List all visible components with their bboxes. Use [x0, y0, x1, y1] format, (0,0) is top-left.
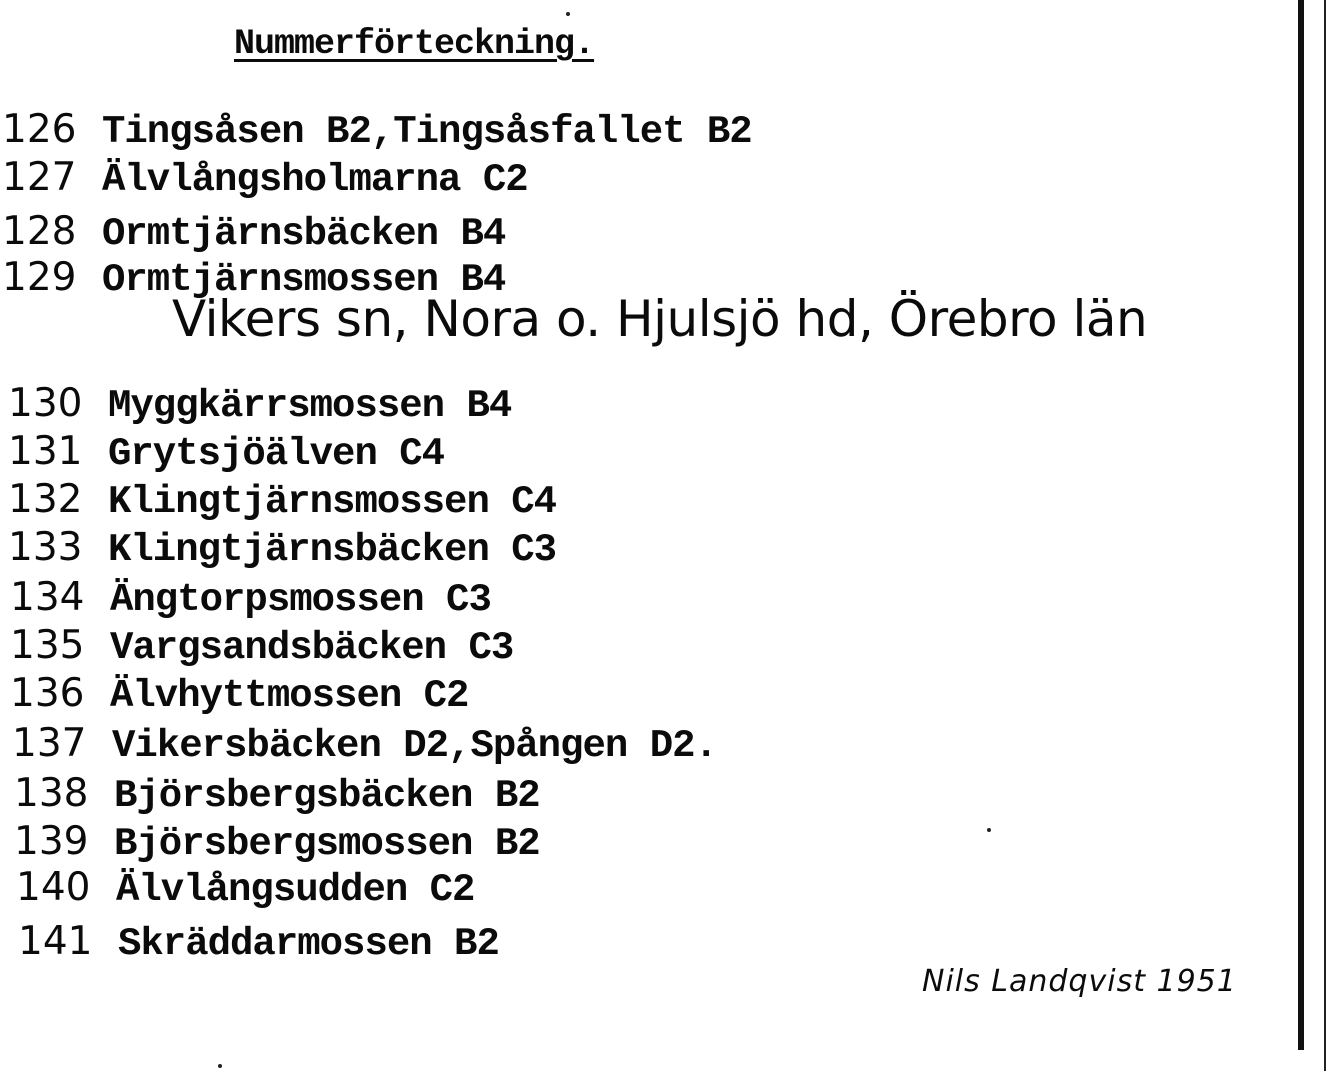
list-item: [18, 920, 499, 966]
scan-speck: [218, 1064, 222, 1068]
entry-number: 133: [8, 525, 83, 570]
list-item: [10, 672, 468, 718]
list-item: [2, 108, 752, 154]
signature: Nils Landqvist 1951: [922, 964, 1237, 999]
entry-name: Björsbergsbäcken B2: [114, 774, 540, 818]
scan-speck: [987, 828, 991, 832]
entry-number: 126: [2, 107, 77, 152]
entry-number: 129: [2, 255, 77, 300]
entry-name: Björsbergsmossen B2: [114, 822, 540, 866]
entry-number: 131: [8, 429, 83, 474]
entry-number: 128: [2, 209, 77, 254]
entry-name: Ormtjärnsmossen B4: [102, 258, 506, 302]
entry-name: Älvlångsudden C2: [116, 868, 475, 912]
entry-name: Ormtjärnsbäcken B4: [102, 212, 506, 256]
entry-name: Skräddarmossen B2: [118, 922, 499, 966]
entry-name: Vikersbäcken D2,Spången D2.: [112, 724, 717, 768]
entry-number: 138: [14, 771, 89, 816]
list-item: [8, 526, 556, 572]
list-item: [10, 624, 513, 670]
page-border-line: [1298, 0, 1304, 1050]
list-item: [14, 820, 540, 866]
entry-number: 136: [10, 671, 85, 716]
list-item: [16, 866, 474, 912]
entry-number: 130: [8, 381, 83, 426]
entry-number: 135: [10, 623, 85, 668]
entry-name: Älvhyttmossen C2: [110, 674, 469, 718]
page-border-line: [1324, 0, 1326, 1071]
entry-name: Grytsjöälven C4: [108, 432, 445, 476]
entry-name: Myggkärrsmossen B4: [108, 384, 512, 428]
list-item: [2, 210, 505, 256]
entry-number: 140: [16, 865, 91, 910]
list-item: [14, 772, 540, 818]
list-item: [10, 576, 491, 622]
list-item: [2, 156, 528, 202]
entry-name: Vargsandsbäcken C3: [110, 626, 514, 670]
entry-number: 132: [8, 477, 83, 522]
entry-name: Klingtjärnsmossen C4: [108, 480, 557, 524]
entry-name: Tingsåsen B2,Tingsåsfallet B2: [102, 110, 752, 154]
entry-name: Älvlångsholmarna C2: [102, 158, 528, 202]
entry-name: Ängtorpsmossen C3: [110, 578, 491, 622]
list-item: [12, 722, 717, 768]
list-item: [8, 382, 511, 428]
section-heading: Vikers sn, Nora o. Hjulsjö hd, Örebro län: [172, 290, 1148, 348]
entry-name: Klingtjärnsbäcken C3: [108, 528, 557, 572]
document-title: Nummerförteckning.: [234, 24, 595, 64]
entry-number: 137: [12, 721, 87, 766]
entry-number: 139: [14, 819, 89, 864]
entry-number: 141: [18, 919, 93, 964]
list-item: [8, 430, 444, 476]
entry-number: 134: [10, 575, 85, 620]
list-item: [8, 478, 556, 524]
entry-number: 127: [2, 155, 77, 200]
scan-speck: [566, 12, 570, 16]
